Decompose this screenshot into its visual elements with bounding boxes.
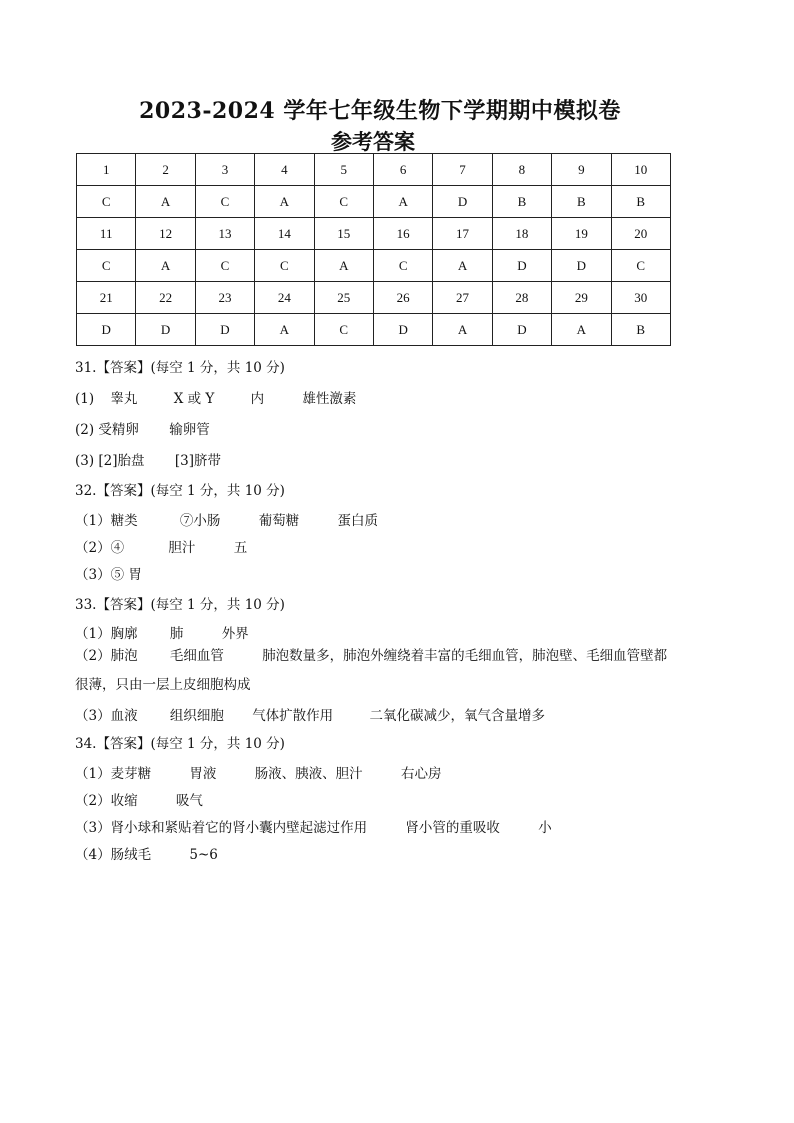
q32-l2-c: 五 [233,540,248,556]
answer-cell: A [136,250,195,282]
q31-heading: 31.【答案】(每空 1 分，共 10 分) [75,360,285,376]
q34-heading: 34.【答案】(每空 1 分，共 10 分) [75,736,285,752]
question-number-cell: 2 [136,154,195,186]
q32-l1-b: ⑦小肠 [179,513,221,529]
q33-line-1 [75,622,249,642]
question-number-cell: 9 [552,154,611,186]
question-number-cell: 22 [136,282,195,314]
q31-l1-a: (1) [75,391,95,407]
q31-l1-d: 内 [250,391,265,407]
question-number-cell: 30 [611,282,670,314]
q33-l3-d: 二氧化碳减少，氧气含量增多 [369,708,545,724]
q31-l1-e: 雄性激素 [302,391,357,407]
question-number-cell: 6 [373,154,432,186]
q31-l1-c: X 或 Y [173,391,215,407]
page-subtitle: 参考答案 [331,129,415,154]
question-number-cell: 21 [77,282,136,314]
q31-line-2 [75,418,210,438]
answer-cell: B [492,186,551,218]
q34-l3-a: （3）肾小球和紧贴着它的肾小囊内壁起滤过作用 [75,820,368,836]
question-number-cell: 14 [255,218,314,250]
question-number-cell: 1 [77,154,136,186]
answer-cell: C [314,186,373,218]
q34-l4-a: （4）肠绒毛 [75,847,152,863]
question-number-cell: 8 [492,154,551,186]
question-number-row [77,282,671,314]
question-number-cell: 26 [373,282,432,314]
q33-l3-c: 气体扩散作用 [252,708,334,724]
question-number-cell: 23 [195,282,254,314]
question-number-cell: 16 [373,218,432,250]
answer-cell: C [255,250,314,282]
question-number-cell: 19 [552,218,611,250]
answer-cell: C [611,250,670,282]
answer-table [76,153,671,346]
q34-l2-b: 吸气 [175,793,203,809]
question-number-cell: 4 [255,154,314,186]
q34-l1-b: 胃液 [189,766,217,782]
answer-cell: C [195,186,254,218]
answer-cell: D [136,314,195,346]
q34-l3-c: 小 [538,820,552,836]
question-number-cell: 17 [433,218,492,250]
answer-cell: A [314,250,373,282]
q33-heading: 33.【答案】(每空 1 分，共 10 分) [75,597,285,613]
q32-l3-a: （3）⑤ 胃 [75,567,142,583]
answer-cell: A [552,314,611,346]
question-number-cell: 20 [611,218,670,250]
q32-l2-b: 胆汁 [168,540,196,556]
question-number-cell: 13 [195,218,254,250]
q31-l3-b: [3]脐带 [174,453,221,469]
question-number-cell: 15 [314,218,373,250]
q34-line-3 [75,816,552,836]
question-number-cell: 3 [195,154,254,186]
q34-l3-b: 肾小管的重吸收 [405,820,500,836]
question-number-row [77,218,671,250]
answer-row [77,314,671,346]
q32-line-1 [75,509,378,529]
question-number-cell: 28 [492,282,551,314]
question-number-cell: 18 [492,218,551,250]
q34-l1-d: 右心房 [400,766,442,782]
answer-cell: C [195,250,254,282]
question-number-cell: 5 [314,154,373,186]
q34-l1-a: （1）麦芽糖 [75,766,152,782]
question-number-cell: 24 [255,282,314,314]
q32-l2-a: （2）④ [75,540,125,556]
question-number-cell: 12 [136,218,195,250]
answer-cell: D [77,314,136,346]
q34-l1-c: 肠液、胰液、胆汁 [254,766,363,782]
question-number-cell: 11 [77,218,136,250]
answer-cell: B [552,186,611,218]
answer-cell: B [611,186,670,218]
answer-cell: A [373,186,432,218]
q31-l1-b: 睾丸 [110,391,138,407]
answer-cell: D [492,314,551,346]
q33-l1-c: 外界 [221,626,249,642]
q32-l1-a: （1）糖类 [75,513,138,529]
answer-cell: A [255,314,314,346]
q33-l2-b: 毛细血管 [169,648,224,664]
q34-line-1 [75,762,441,782]
q34-line-2 [75,789,203,809]
q33-l2-c: 肺泡数量多，肺泡外缠绕着丰富的毛细血管，肺泡壁、毛细血管壁都很薄，只由一层上皮细胞构成 [75,648,668,693]
answer-cell: D [433,186,492,218]
q33-l1-b: 肺 [169,626,184,642]
question-number-cell: 10 [611,154,670,186]
q33-l3-a: （3）血液 [75,708,138,724]
q33-line-3 [75,704,545,724]
answer-cell: C [77,250,136,282]
answer-cell: B [611,314,670,346]
q33-l3-b: 组织细胞 [169,708,224,724]
q31-line-1 [75,387,356,407]
answer-cell: D [492,250,551,282]
answer-cell: A [136,186,195,218]
question-number-cell: 27 [433,282,492,314]
q31-l2-b: 输卵管 [169,422,210,438]
q34-line-4 [75,843,218,863]
q32-heading: 32.【答案】(每空 1 分，共 10 分) [75,483,285,499]
q31-l3-a: (3) [2]胎盘 [75,453,145,469]
answer-cell: D [195,314,254,346]
question-number-cell: 29 [552,282,611,314]
q32-line-2 [75,536,247,556]
answer-cell: A [255,186,314,218]
q33-line-2 [75,642,680,700]
q34-l2-a: （2）收缩 [75,793,138,809]
q33-l2-a: （2）肺泡 [75,648,138,664]
page-title: 2023-2024 学年七年级生物下学期期中模拟卷 [139,98,621,124]
q31-line-3 [75,449,221,469]
answer-cell: C [373,250,432,282]
q32-line-3 [75,563,142,583]
q33-l1-a: （1）胸廓 [75,626,138,642]
q31-l2-a: (2) 受精卵 [75,422,139,438]
q34-l4-b: 5~6 [189,847,218,863]
q32-l1-c: 葡萄糖 [258,513,300,529]
answer-row [77,250,671,282]
answer-cell: D [373,314,432,346]
answer-row [77,186,671,218]
question-number-cell: 25 [314,282,373,314]
answer-cell: D [552,250,611,282]
answer-cell: A [433,314,492,346]
answer-cell: C [314,314,373,346]
question-number-row [77,154,671,186]
q32-l1-d: 蛋白质 [337,513,378,529]
answer-cell: A [433,250,492,282]
answer-cell: C [77,186,136,218]
question-number-cell: 7 [433,154,492,186]
